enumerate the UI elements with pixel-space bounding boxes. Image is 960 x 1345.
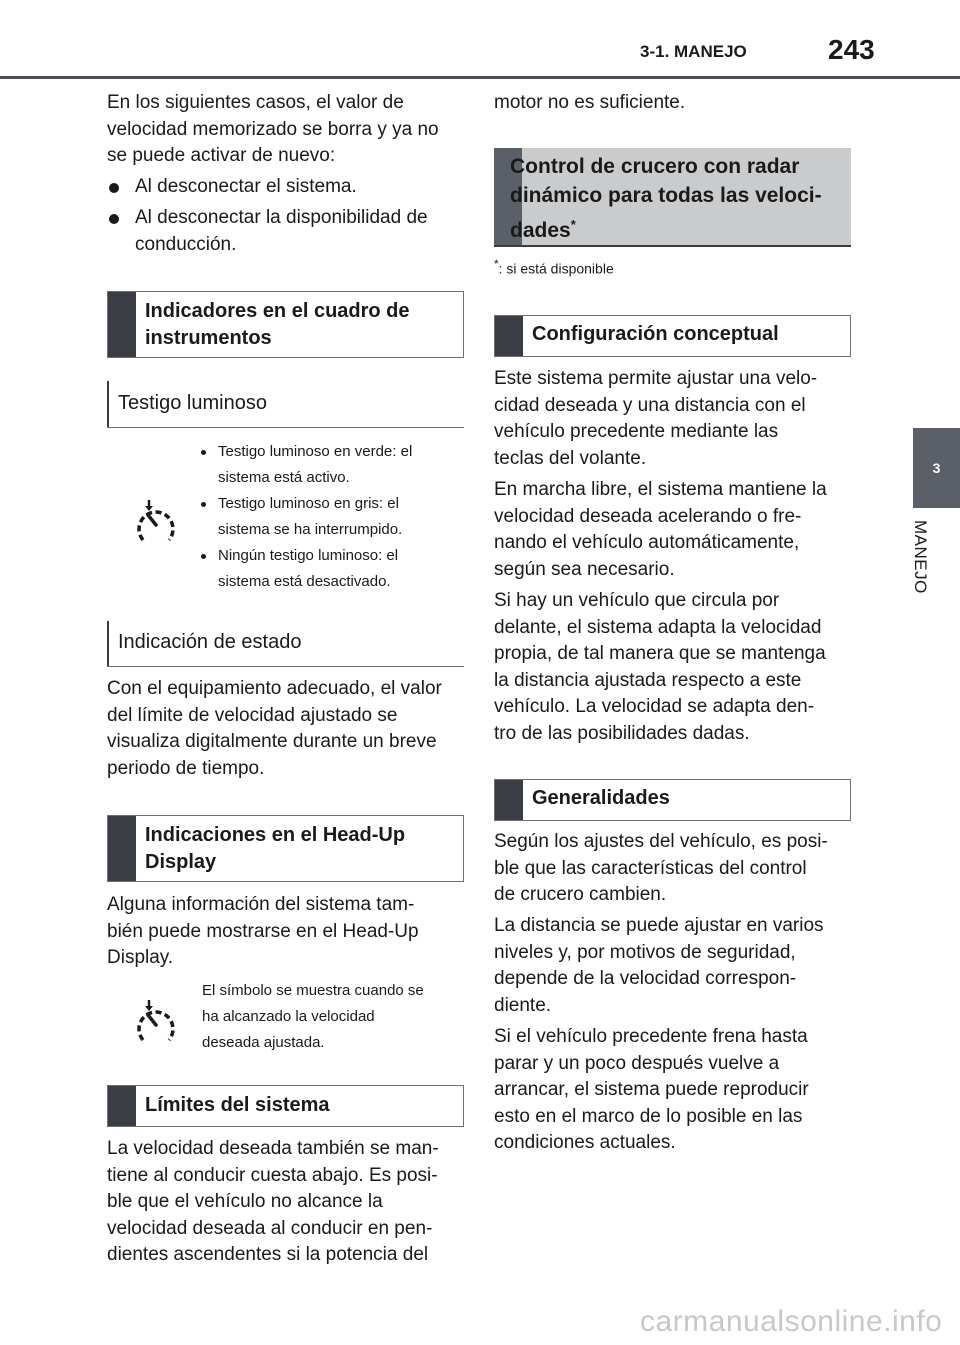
text-line: Testigo luminoso en verde: el bbox=[218, 443, 413, 460]
section-heading-concept bbox=[494, 315, 851, 357]
text-line: Ningún testigo luminoso: el bbox=[218, 547, 399, 564]
text-line: de crucero cambien. bbox=[494, 884, 667, 905]
hud-paragraph bbox=[107, 892, 467, 972]
text-line: Con el equipamiento adecuado, el valor bbox=[107, 678, 442, 699]
text-line: la distancia ajustada respecto a este bbox=[494, 669, 802, 691]
text-line: sistema se ha interrumpido. bbox=[218, 521, 403, 538]
bullet-dot bbox=[201, 502, 206, 507]
text-line: ha alcanzado la velocidad bbox=[202, 1008, 375, 1025]
bullet-dot bbox=[201, 450, 206, 455]
intro-paragraph bbox=[107, 90, 467, 170]
concept-paragraph bbox=[494, 366, 854, 472]
footnote-text: : si está disponible bbox=[498, 260, 614, 277]
text-line: Al desconectar la disponibilidad de bbox=[135, 207, 428, 228]
text-line: vehículo. La velocidad se adapta den- bbox=[494, 696, 815, 717]
main-heading bbox=[494, 148, 851, 245]
heading-bar bbox=[108, 816, 136, 881]
text-line: sistema está desactivado. bbox=[218, 573, 391, 590]
heading-bar bbox=[108, 1086, 136, 1126]
continuation-text: motor no es suficiente. bbox=[494, 92, 686, 113]
section-heading-hud bbox=[107, 815, 464, 882]
text-line: Alguna información del sistema tam- bbox=[107, 894, 415, 915]
section-label: 3-1. MANEJO bbox=[640, 42, 747, 61]
chapter-label-vertical: MANEJO bbox=[911, 520, 930, 594]
concept-paragraph bbox=[494, 588, 854, 747]
heading-bar bbox=[108, 292, 136, 357]
subheading-estado bbox=[107, 621, 464, 667]
text-line: El símbolo se muestra cuando se bbox=[202, 982, 424, 999]
heading-bar bbox=[495, 780, 523, 820]
subheading-text: Indicación de estado bbox=[118, 631, 302, 653]
list-item bbox=[201, 491, 466, 543]
text-line: En los siguientes casos, el valor de bbox=[107, 92, 404, 113]
limits-paragraph bbox=[107, 1136, 469, 1269]
bullet-text bbox=[135, 205, 428, 258]
footnote bbox=[494, 258, 614, 277]
subheading-rule bbox=[107, 666, 464, 667]
heading-underline bbox=[494, 245, 851, 247]
bullet-dot bbox=[109, 183, 119, 193]
testigo-list bbox=[201, 439, 466, 595]
subheading-text: Testigo luminoso bbox=[118, 392, 267, 414]
text-line: bién puede mostrarse en el Head-Up bbox=[107, 920, 419, 942]
hud-icon-description bbox=[202, 978, 467, 1056]
heading-text bbox=[145, 822, 455, 875]
text-line: ble que el vehículo no alcance la bbox=[107, 1191, 383, 1212]
section-heading-general bbox=[494, 779, 851, 821]
page-number: 243 bbox=[828, 34, 875, 65]
text-line: cidad deseada y una distancia con el bbox=[494, 394, 806, 416]
text-line: dinámico para todas las veloci- bbox=[510, 184, 822, 207]
text-line: Indicadores en el cuadro de bbox=[145, 300, 410, 322]
heading-text bbox=[510, 152, 843, 245]
list-item bbox=[201, 543, 466, 595]
bullet-item bbox=[109, 205, 469, 259]
estado-paragraph bbox=[107, 676, 467, 782]
text-line: Según los ajustes del vehículo, es posi- bbox=[494, 831, 828, 852]
text-line: La distancia se puede ajustar en varios bbox=[494, 915, 824, 936]
text-line: tiene al conducir cuesta abajo. Es posi- bbox=[107, 1164, 438, 1186]
text-line: teclas del volante. bbox=[494, 447, 647, 469]
general-paragraph bbox=[494, 829, 854, 909]
text-line: velocidad memorizado se borra y ya no bbox=[107, 118, 439, 140]
text-line: dientes ascendentes si la potencia del bbox=[107, 1244, 429, 1265]
text-line: condiciones actuales. bbox=[494, 1132, 676, 1153]
text-line: vehículo precedente mediante las bbox=[494, 421, 779, 442]
section-heading-limits bbox=[107, 1085, 464, 1127]
text-line: Control de crucero con radar bbox=[510, 155, 800, 178]
cruise-control-icon bbox=[135, 498, 177, 546]
text-line: velocidad deseada acelerando o fre- bbox=[494, 505, 802, 527]
text-span: dades bbox=[510, 219, 571, 242]
bullet-text: Al desconectar el sistema. bbox=[135, 176, 357, 197]
text-line: tro de las posibilidades dadas. bbox=[494, 722, 750, 744]
heading-text: Configuración conceptual bbox=[532, 323, 779, 345]
text-line: La velocidad deseada también se man- bbox=[107, 1138, 439, 1159]
text-line: esto en el marco de lo posible en las bbox=[494, 1105, 803, 1127]
text-line: velocidad deseada al conducir en pen- bbox=[107, 1217, 433, 1239]
subheading-testigo bbox=[107, 381, 464, 427]
text-line: arrancar, el sistema puede reproducir bbox=[494, 1079, 809, 1100]
heading-bar bbox=[495, 316, 523, 356]
concept-paragraph bbox=[494, 477, 854, 583]
text-line: En marcha libre, el sistema mantiene la bbox=[494, 479, 827, 500]
text-line: Indicaciones en el Head-Up bbox=[145, 824, 406, 846]
watermark: carmanualsonline.info bbox=[640, 1305, 943, 1338]
list-item bbox=[201, 439, 466, 491]
text-line: Display bbox=[145, 850, 217, 873]
text-line: diente. bbox=[494, 994, 552, 1016]
text-line: periodo de tiempo. bbox=[107, 757, 265, 779]
text-line: deseada ajustada. bbox=[202, 1034, 325, 1051]
text-line: instrumentos bbox=[145, 326, 272, 349]
heading-text bbox=[145, 298, 455, 351]
text-line: Si hay un vehículo que circula por bbox=[494, 590, 780, 611]
text-line: Testigo luminoso en gris: el bbox=[218, 495, 399, 512]
bullet-item bbox=[109, 174, 469, 201]
text-line bbox=[510, 210, 843, 245]
section-heading-indicators bbox=[107, 291, 464, 358]
footnote-mark: * bbox=[570, 217, 576, 232]
header-rule bbox=[0, 76, 960, 79]
bullet-dot bbox=[201, 554, 206, 559]
text-line: del límite de velocidad ajustado se bbox=[107, 704, 398, 726]
cruise-control-icon bbox=[135, 998, 177, 1046]
bullet-dot bbox=[109, 214, 119, 224]
chapter-tab: 3 bbox=[913, 428, 960, 508]
text-line: parar y un poco después vuelve a bbox=[494, 1052, 780, 1074]
text-line: visualiza digitalmente durante un breve bbox=[107, 731, 437, 752]
text-line: nando el vehículo automáticamente, bbox=[494, 532, 800, 553]
text-line: según sea necesario. bbox=[494, 558, 675, 580]
text-line: depende de la velocidad correspon- bbox=[494, 968, 797, 989]
general-paragraph bbox=[494, 1024, 854, 1157]
heading-text: Límites del sistema bbox=[145, 1094, 330, 1116]
general-paragraph bbox=[494, 913, 854, 1019]
text-line: propia, de tal manera que se mantenga bbox=[494, 643, 826, 664]
text-line: ble que las características del control bbox=[494, 857, 807, 879]
text-line: niveles y, por motivos de seguridad, bbox=[494, 941, 796, 963]
text-line: sistema está activo. bbox=[218, 469, 350, 486]
heading-text: Generalidades bbox=[532, 787, 670, 809]
text-line: Si el vehículo precedente frena hasta bbox=[494, 1026, 808, 1047]
subheading-rule bbox=[107, 427, 464, 428]
text-line: se puede activar de nuevo: bbox=[107, 145, 336, 166]
footnote-mark: * bbox=[494, 258, 499, 271]
text-line: conducción. bbox=[135, 233, 237, 255]
text-line: Este sistema permite ajustar una velo- bbox=[494, 368, 818, 389]
text-line: Display. bbox=[107, 947, 174, 968]
text-line: delante, el sistema adapta la velocidad bbox=[494, 616, 822, 638]
